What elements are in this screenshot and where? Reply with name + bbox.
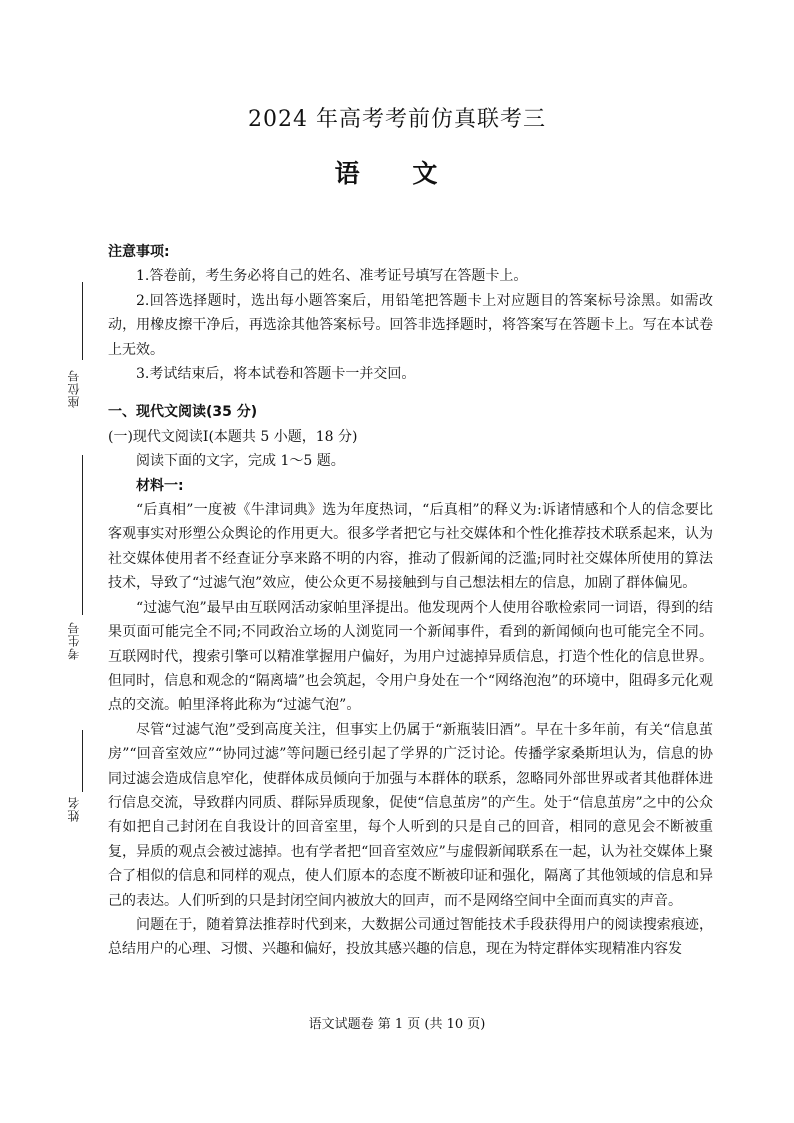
exam-content: [108, 240, 713, 962]
notice-item: 2.回答选择题时，选出每小题答案后，用铅笔把答题卡上对应题目的答案标号涂黑。如需改动，用橡皮擦干净后，再选涂其他答案标号。回答非选择题时，将答案写在答题卡上。写在本试卷上无效。: [108, 292, 713, 358]
exam-no-label: 考生号: [67, 621, 81, 660]
notice-item: 3.考试结束后，将本试卷和答题卡一并交回。: [136, 366, 416, 383]
passage-paragraph: 问题在于，随着算法推荐时代到来，大数据公司通过智能技术手段获得用户的阅读搜索痕迹，总结用户的心理、习惯、兴趣和偏好，投放其感兴趣的信息，现在为特定群体实现精准内容发: [108, 916, 713, 958]
name-line: [82, 730, 83, 792]
name-label: 姓名: [67, 796, 81, 822]
notice-item: 1.答卷前，考生务必将自己的姓名、准考证号填写在答题卡上。: [136, 268, 528, 285]
page-footer: 语文试题卷 第 1 页 (共 10 页): [308, 1017, 486, 1032]
notice-heading: 注意事项:: [108, 244, 170, 260]
subject-title: 语 文: [334, 159, 460, 188]
reading-instruction: 阅读下面的文字，完成 1～5 题。: [136, 453, 345, 470]
section-heading: 一、现代文阅读(35 分): [108, 404, 258, 421]
passage-paragraph: “后真相”一度被《牛津词典》选为年度热词，“后真相”的释义为:诉诸情感和个人的信念要比客观事实对形塑公众舆论的作用更大。很多学者把它与社交媒体和个性化推荐技术联系起来，认为社交媒体使用者不经查证分享来路不明的内容，推动了假新闻的泛滥;同时社交媒体所使用的算法技术，导致了“过滤气泡”效应，使公众更不易接触到与自己想法相左的信息，加剧了群体偏见。: [108, 502, 713, 592]
section-subheading: (一)现代文阅读Ⅰ(本题共 5 小题，18 分): [108, 428, 358, 445]
passage-paragraph: “过滤气泡”最早由互联网活动家帕里泽提出。他发现两个人使用谷歌检索同一词语，得到的结果页面可能完全不同;不同政治立场的人浏览同一个新闻事件，看到的新闻倾向也可能完全不同。互联网时代，搜索引擎可以精准掌握用户偏好，为用户过滤掉异质信息，打造个性化的信息世界。但同时，信息和观念的“隔离墙”也会筑起，令用户身处在一个“网络泡泡”的环境中，阻碍多元化观点的交流。帕里泽将此称为“过滤气泡”。: [108, 599, 713, 714]
seat-line: [82, 282, 83, 360]
material-label: 材料一:: [136, 477, 184, 494]
exam-title: 2024 年高考考前仿真联考三: [248, 107, 546, 132]
passage-paragraph: 尽管“过滤气泡”受到高度关注，但事实上仍属于“新瓶装旧酒”。早在十多年前，有关“信息茧房”“回音室效应”“协同过滤”等问题已经引起了学界的广泛讨论。传播学家桑斯坦认为，信息的协同过滤会造成信息窄化，使群体成员倾向于加强与本群体的联系，忽略同外部世界或者其他群体进行信息交流，导致群内同质、群际异质现象，促使“信息茧房”的产生。处于“信息茧房”之中的公众有如把自己封闭在自我设计的回音室里，每个人听到的只是自己的回音，相同的意见会不断被重复，异质的观点会被过滤掉。也有学者把“回音室效应”与虚假新闻联系在一起，认为社交媒体上聚合了相似的信息和同样的观点，使人们原本的态度不断被印证和强化，隔离了其他领域的信息和异己的表达。人们听到的只是封闭空间内被放大的回声，而不是网络空间中全面而真实的声音。: [108, 721, 713, 909]
exam-no-line: [82, 455, 83, 615]
seat-label: 座位号: [67, 369, 81, 408]
